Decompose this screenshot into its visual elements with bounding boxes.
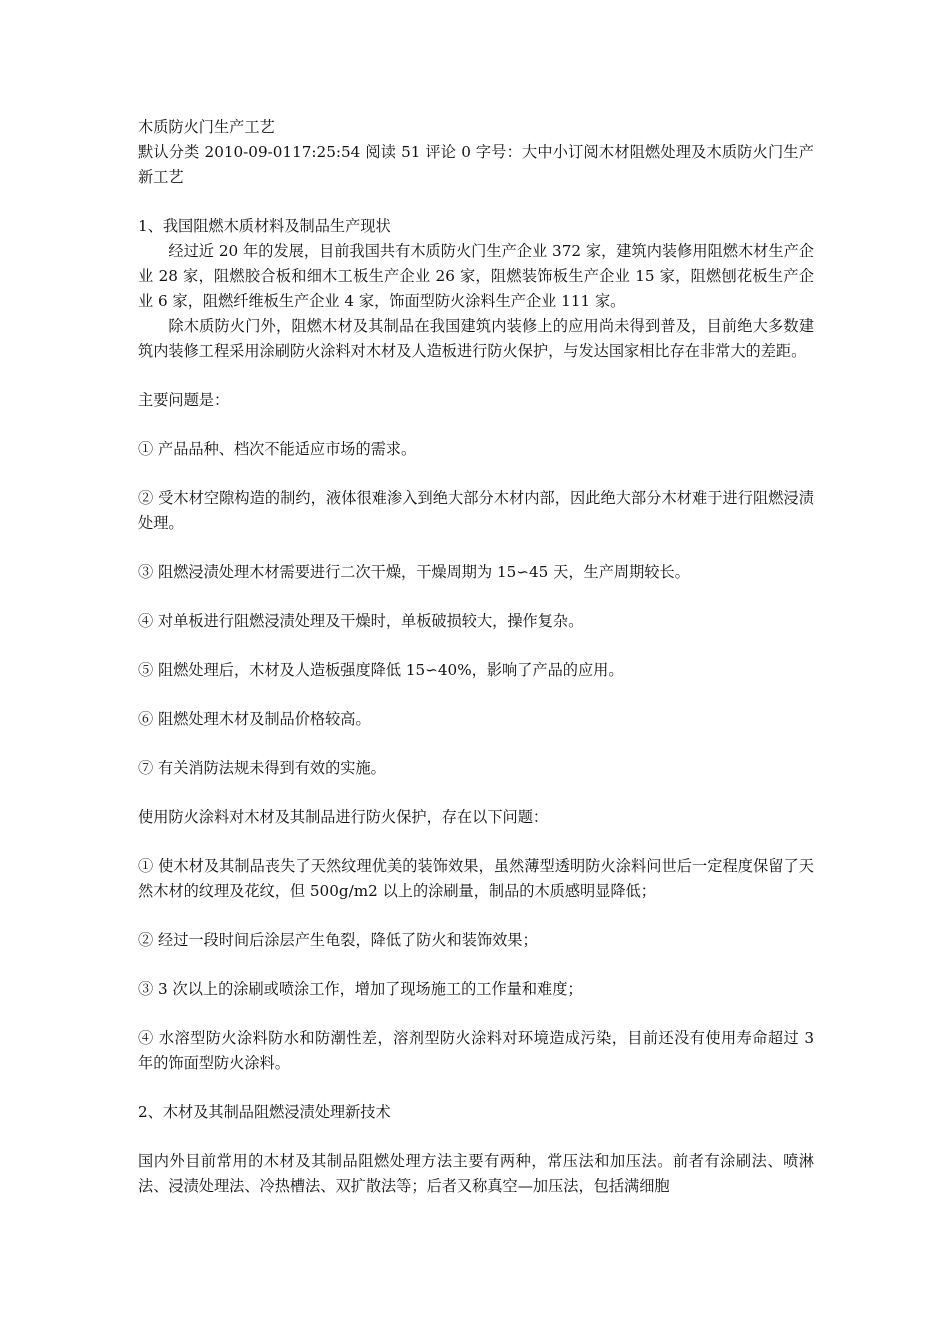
spacer: [138, 732, 814, 756]
spacer: [138, 462, 814, 486]
spacer: [138, 536, 814, 560]
spacer: [138, 953, 814, 977]
spacer: [138, 904, 814, 928]
coating-problem-item-4: ④ 水溶型防火涂料防水和防潮性差，溶剂型防火涂料对环境造成污染，目前还没有使用寿命超过 3 年的饰面型防火涂料。: [138, 1029, 814, 1072]
coating-problems-heading: 使用防火涂料对木材及其制品进行防火保护，存在以下问题：: [138, 808, 549, 826]
spacer: [138, 190, 814, 214]
problem-item-1: ① 产品品种、档次不能适应市场的需求。: [138, 440, 417, 458]
section-1-paragraph-2: 除木质防火门外，阻燃木材及其制品在我国建筑内装修上的应用尚未得到普及，目前绝大多数建筑内装修工程采用涂刷防火涂料对木材及人造板进行防火保护，与发达国家相比存在非常大的差距。: [138, 317, 814, 360]
problem-item-4: ④ 对单板进行阻燃浸渍处理及干燥时，单板破损较大，操作复杂。: [138, 612, 584, 630]
spacer: [138, 413, 814, 437]
section-1-heading: 1、我国阻燃木质材料及制品生产现状: [138, 217, 391, 235]
spacer: [138, 683, 814, 707]
spacer: [138, 1076, 814, 1100]
problem-item-7: ⑦ 有关消防法规未得到有效的实施。: [138, 759, 386, 777]
document-title: 木质防火门生产工艺: [138, 118, 275, 136]
problem-item-3: ③ 阻燃浸渍处理木材需要进行二次干燥，干燥周期为 15∽45 天，生产周期较长。: [138, 563, 690, 581]
coating-problem-item-1: ① 使木材及其制品丧失了天然纹理优美的装饰效果，虽然薄型透明防火涂料问世后一定程度保留了天然木材的纹理及花纹，但 500g/m2 以上的涂刷量，制品的木质感明显降低；: [138, 857, 814, 900]
spacer: [138, 585, 814, 609]
spacer: [138, 634, 814, 658]
spacer: [138, 830, 814, 854]
document-page: [138, 115, 814, 1199]
section-1-paragraph-1: 经过近 20 年的发展，目前我国共有木质防火门生产企业 372 家，建筑内装修用阻燃木材生产企业 28 家，阻燃胶合板和细木工板生产企业 26 家，阻燃装饰板生产企业 15 家，阻燃刨花板生产企业 6 家，阻燃纤维板生产企业 4 家，饰面型防火涂料生产企业 111 家。: [138, 242, 814, 310]
problems-heading: 主要问题是：: [138, 391, 230, 409]
problem-item-2: ② 受木材空隙构造的制约，液体很难渗入到绝大部分木材内部，因此绝大部分木材难于进行阻燃浸渍处理。: [138, 489, 814, 532]
problem-item-6: ⑥ 阻燃处理木材及制品价格较高。: [138, 710, 371, 728]
spacer: [138, 364, 814, 388]
coating-problem-item-2: ② 经过一段时间后涂层产生龟裂，降低了防火和装饰效果；: [138, 931, 538, 949]
problem-item-5: ⑤ 阻燃处理后，木材及人造板强度降低 15∽40%，影响了产品的应用。: [138, 661, 624, 679]
spacer: [138, 1002, 814, 1026]
document-meta-line: 默认分类 2010-09-0117:25:54 阅读 51 评论 0 字号：大中小订阅木材阻燃处理及木质防火门生产新工艺: [138, 143, 814, 186]
spacer: [138, 1125, 814, 1149]
section-2-heading: 2、木材及其制品阻燃浸渍处理新技术: [138, 1103, 391, 1121]
section-2-paragraph: 国内外目前常用的木材及其制品阻燃处理方法主要有两种，常压法和加压法。前者有涂刷法、喷淋法、浸渍处理法、冷热槽法、双扩散法等；后者又称真空—加压法，包括满细胞: [138, 1152, 814, 1195]
coating-problem-item-3: ③ 3 次以上的涂刷或喷涂工作，增加了现场施工的工作量和难度；: [138, 980, 583, 998]
spacer: [138, 781, 814, 805]
